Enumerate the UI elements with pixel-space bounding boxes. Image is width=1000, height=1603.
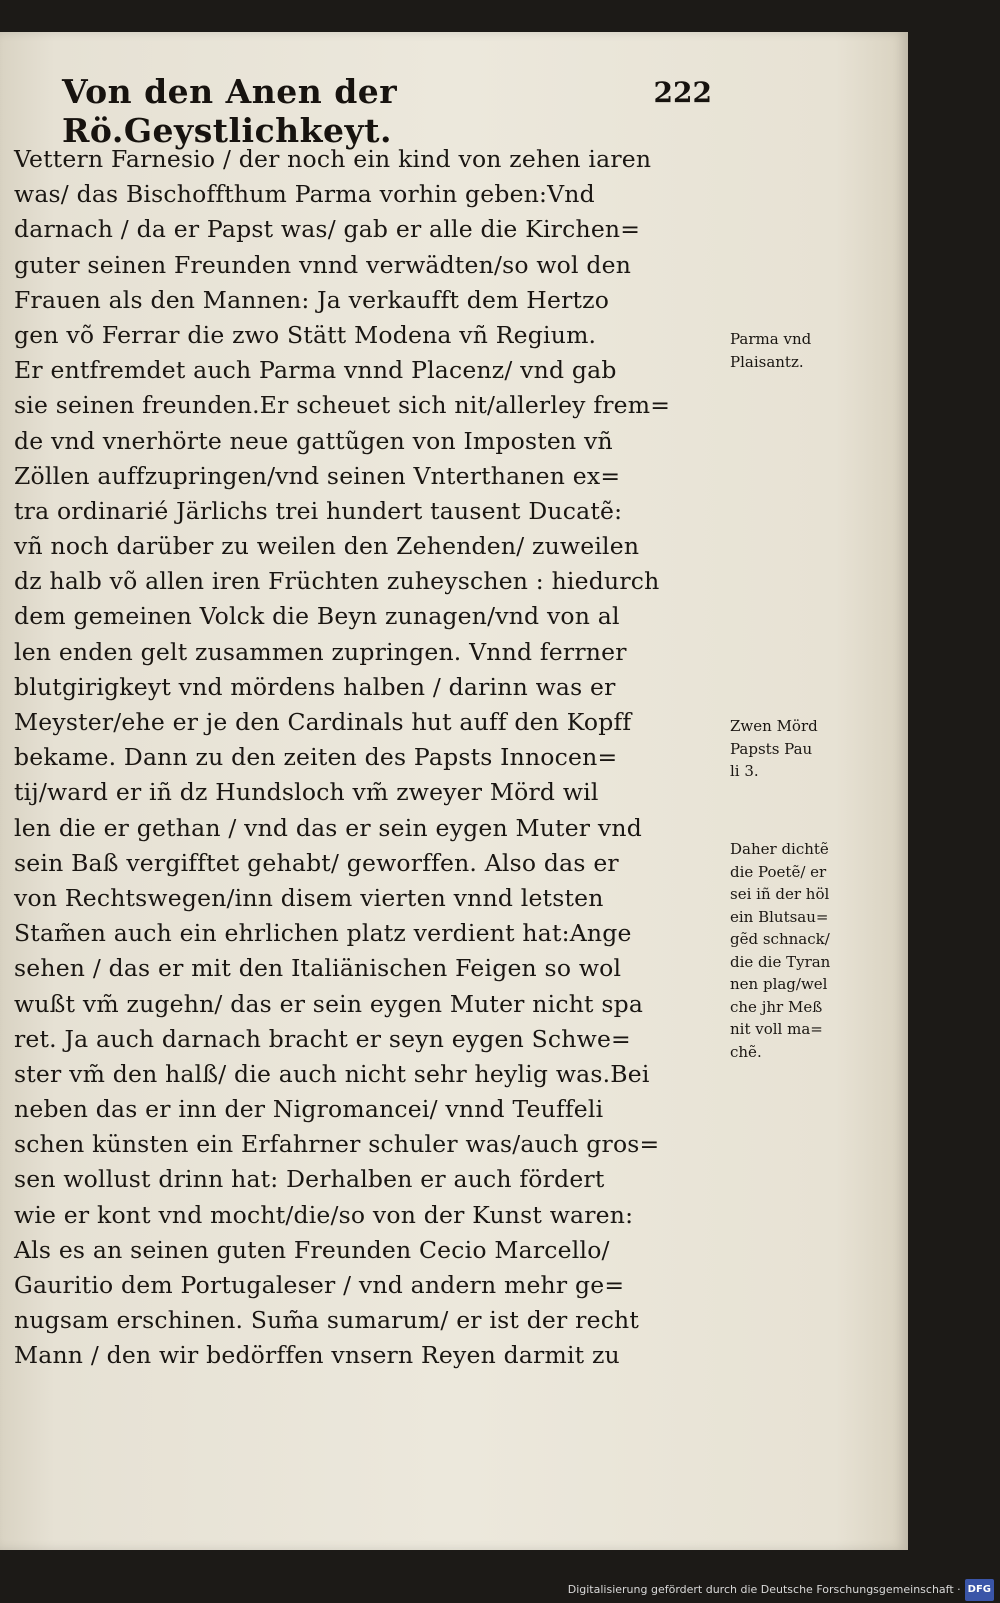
note-line: Papsts Pau: [730, 739, 813, 758]
note-line: sei iñ der höl: [730, 885, 830, 903]
running-header: [62, 72, 712, 150]
text-line: Zöllen auffzupringen/vnd seinen Vnterthanen ex=: [14, 461, 621, 490]
text-line: ster vm̃ den halß/ die auch nicht sehr heylig was.Bei: [14, 1059, 650, 1088]
text-line: len die er gethan / vnd das er sein eygen Muter vnd: [14, 813, 642, 842]
text-line: Stam̃en auch ein ehrlichen platz verdient hat:Ange: [14, 919, 632, 948]
text-line: nugsam erschinen. Sum̃a sumarum/ er ist der recht: [14, 1306, 640, 1335]
marginal-note: [730, 838, 830, 1063]
body-text: [14, 142, 722, 1374]
note-line: Zwen Mörd: [730, 717, 818, 735]
dfg-logo: DFG: [965, 1579, 994, 1601]
marginal-note: [730, 328, 811, 373]
text-line: von Rechtswegen/inn disem vierten vnnd letsten: [14, 883, 604, 912]
text-line: bekame. Dann zu den zeiten des Papsts Innocen=: [14, 743, 618, 772]
text-line: ret. Ja auch darnach bracht er seyn eygen Schwe=: [14, 1024, 631, 1053]
text-line: sie seinen freunden.Er scheuet sich nit/allerley frem=: [14, 391, 671, 420]
text-line: guter seinen Freunden vnnd verwädten/so wol den: [14, 250, 632, 279]
note-line: nit voll ma=: [730, 1020, 823, 1038]
text-line: Er entfremdet auch Parma vnnd Placenz/ vnd gab: [14, 356, 617, 385]
footer-text: Digitalisierung gefördert durch die Deutsche Forschungsgemeinschaft ·: [567, 1583, 961, 1596]
marginal-note: [730, 715, 818, 783]
text-line: was/ das Bischoffthum Parma vorhin geben:Vnd: [14, 180, 595, 209]
note-line: ein Blutsau=: [730, 907, 829, 926]
text-line: Mann / den wir bedörffen vnsern Reyen darmit zu: [14, 1341, 620, 1370]
note-line: die die Tyran: [730, 952, 831, 971]
text-line: Als es an seinen guten Freunden Cecio Marcello/: [14, 1235, 610, 1264]
text-line: darnach / da er Papst was/ gab er alle die Kirchen=: [14, 215, 641, 244]
text-line: sen wollust drinn hat: Derhalben er auch fördert: [14, 1165, 605, 1194]
text-line: Frauen als den Mannen: Ja verkaufft dem Hertzo: [14, 285, 610, 314]
text-line: gen võ Ferrar die zwo Stätt Modena vñ Regium.: [14, 320, 597, 349]
text-line: neben das er inn der Nigromancei/ vnnd Teuffeli: [14, 1095, 604, 1124]
text-line: Meyster/ehe er je den Cardinals hut auff den Kopff: [14, 708, 632, 736]
note-line: li 3.: [730, 762, 759, 780]
text-line: tij/ward er iñ dz Hundsloch vm̃ zweyer Mörd wil: [14, 778, 599, 807]
page-number: 222: [653, 76, 712, 109]
note-line: Daher dichtẽ: [730, 840, 829, 858]
text-line: dem gemeinen Volck die Beyn zunagen/vnd von al: [14, 602, 620, 631]
note-line: Parma vnd: [730, 330, 812, 348]
text-line: schen künsten ein Erfahrner schuler was/auch gros=: [14, 1130, 660, 1159]
text-line: vñ noch darüber zu weilen den Zehenden/ zuweilen: [14, 532, 640, 561]
text-line: wußt vm̃ zugehn/ das er sein eygen Muter nicht spa: [14, 989, 644, 1018]
note-line: che jhr Meß: [730, 997, 823, 1016]
text-line: blutgirigkeyt vnd mördens halben / darinn was er: [14, 672, 616, 701]
running-title: Von den Anen der Rö.Geystlichkeyt.: [62, 72, 398, 150]
note-line: gẽd schnack/: [730, 930, 830, 948]
note-line: die Poetẽ/ er: [730, 862, 827, 881]
text-line: len enden gelt zusammen zupringen. Vnnd ferrner: [14, 637, 627, 666]
text-line: de vnd vnerhörte neue gattũgen von Imposten vñ: [14, 426, 613, 455]
text-line: dz halb võ allen iren Früchten zuheyschen : hiedurch: [14, 567, 660, 596]
digitization-footer: [568, 1580, 994, 1600]
note-line: Plaisantz.: [730, 352, 804, 371]
book-page: [0, 32, 908, 1550]
note-line: chẽ.: [730, 1042, 762, 1061]
text-line: sein Baß vergifftet gehabt/ geworffen. Also das er: [14, 848, 619, 877]
text-line: Gauritio dem Portugaleser / vnd andern mehr ge=: [14, 1271, 625, 1299]
text-line: wie er kont vnd mocht/die/so von der Kunst waren:: [14, 1200, 634, 1229]
text-line: sehen / das er mit den Italiänischen Feigen so wol: [14, 954, 622, 983]
text-line: Vettern Farnesio / der noch ein kind von zehen iaren: [14, 145, 652, 173]
text-line: tra ordinarié Järlichs trei hundert tausent Ducatẽ:: [14, 496, 623, 525]
note-line: nen plag/wel: [730, 975, 828, 993]
